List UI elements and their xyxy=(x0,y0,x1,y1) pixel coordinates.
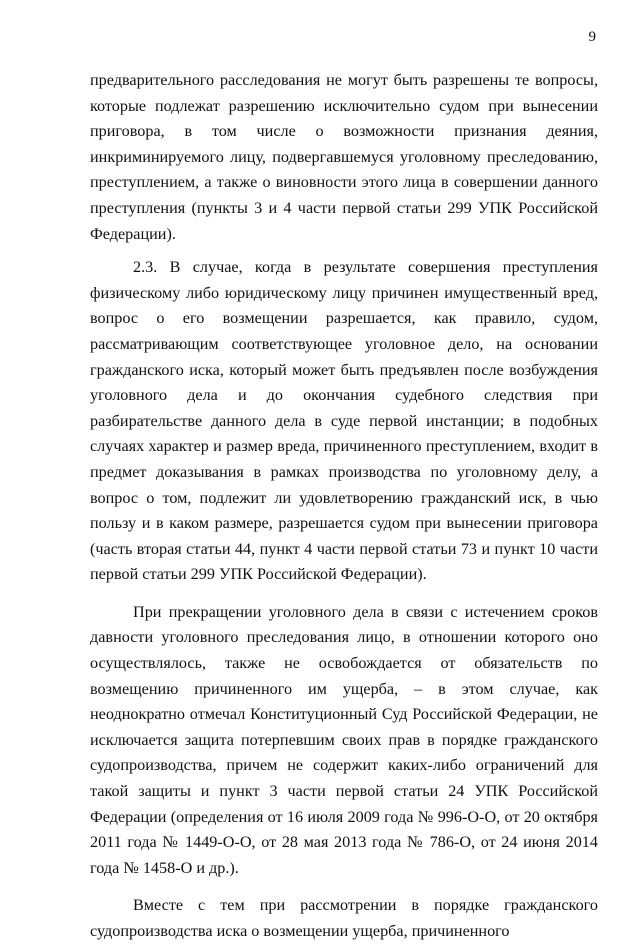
document-body xyxy=(90,68,598,945)
paragraph-4: Вместе с тем при рассмотрении в порядке гражданского судопроизводства иска о возмещении ущерба, причиненного xyxy=(90,896,598,940)
paragraph-1: предварительного расследования не могут быть разрешены те вопросы, которые подлежат разрешению исключительно судом при вынесении приговора, в том числе о возможности признания деяния, инкриминируемого лицу, подвергавшемуся уголовному преследованию, преступлением, а также о виновности этого лица в совершении данного преступления (пункты 3 и 4 части первой статьи 299 УПК Российской Федерации). xyxy=(90,71,598,243)
page-number: 9 xyxy=(588,29,596,45)
paragraph-2: 2.3. В случае, когда в результате совершения преступления физическому либо юридическому лицу причинен имущественный вред, вопрос о его возмещении разрешается, как правило, судом, рассматривающим соответствующее уголовное дело, на основании гражданского иска, который может быть предъявлен после возбуждения уголовного дела и до окончания судебного следствия при разбирательстве данного дела в суде первой инстанции; в подобных случаях характер и размер вреда, причиненного преступлением, входит в предмет доказывания в рамках производства по уголовному делу, а вопрос о том, подлежит ли удовлетворению гражданский иск, в чью пользу и в каком размере, разрешается судом при вынесении приговора (часть вторая статьи 44, пункт 4 части первой статьи 73 и пункт 10 части первой статьи 299 УПК Российской Федерации). xyxy=(90,258,598,584)
paragraph-3: При прекращении уголовного дела в связи с истечением сроков давности уголовного преследования лицо, в отношении которого оно осуществлялось, также не освобождается от обязательств по возмещению причиненного им ущерба, – в этом случае, как неоднократно отмечал Конституционный Суд Российской Федерации, не исключается защита потерпевшим своих прав в порядке гражданского судопроизводства, причем не содержит каких-либо ограничений для такой защиты и пункт 3 части первой статьи 24 УПК Российской Федерации (определения от 16 июля 2009 года № 996-О-О, от 20 октября 2011 года № 1449-О-О, от 28 мая 2013 года № 786-О, от 24 июня 2014 года № 1458-О и др.). xyxy=(90,602,598,877)
